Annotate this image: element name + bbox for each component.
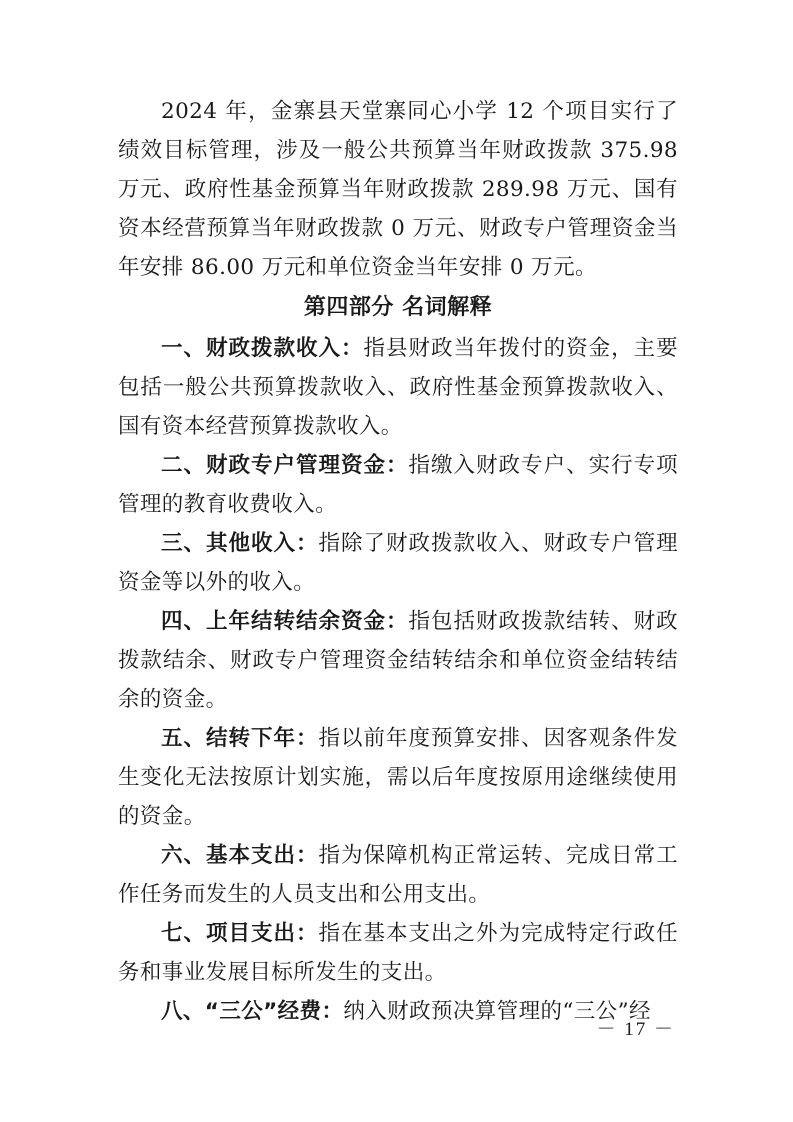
definition-paragraph [118,992,678,1031]
definition-term: 一、财政拨款收入： [161,336,364,361]
definition-text: 指县财政当年拨付的资金，主要包括一般公共预算拨款收入、政府性基金预算拨款收入、国有资本经营预算拨款收入。 [118,336,678,439]
definition-term: 四、上年结转结余资金： [161,609,409,634]
intro-paragraph: 2024 年，金寨县天堂寨同心小学 12 个项目实行了绩效目标管理，涉及一般公共预算当年财政拨款 375.98 万元、政府性基金预算当年财政拨款 289.98 万元、国有资本经营预算当年财政拨款 0 万元、财政专户管理资金当年安排 86.00 万元和单位资金当年安排 0 万元。 [118,99,678,280]
section-heading: 第四部分 名词解释 [303,295,493,320]
definition-term: 七、项目支出： [161,921,319,946]
definition-term: 六、基本支出： [161,843,319,868]
document-body [118,92,678,1031]
page-number: － 17 － [596,1019,675,1040]
definition-paragraph [118,524,678,602]
definition-text: 指以前年度预算安排、因客观条件发生变化无法按原计划实施，需以后年度按原用途继续使用的资金。 [118,726,678,829]
definition-term: 三、其他收入： [161,531,319,556]
definition-text: 指除了财政拨款收入、财政专户管理资金等以外的收入。 [118,531,678,595]
definition-paragraph [118,836,678,914]
definition-text: 纳入财政预决算管理的“三公”经 [343,999,651,1024]
definition-text: 指在基本支出之外为完成特定行政任务和事业发展目标所发生的支出。 [118,921,678,985]
definition-paragraph [118,719,678,836]
definition-term: 五、结转下年： [161,726,319,751]
definition-text: 指为保障机构正常运转、完成日常工作任务而发生的人员支出和公用支出。 [118,843,678,907]
definition-term: 二、财政专户管理资金： [161,453,409,478]
definition-text: 指包括财政拨款结转、财政拨款结余、财政专户管理资金结转结余和单位资金结转结余的资金。 [118,609,678,712]
definition-paragraph [118,602,678,719]
definition-paragraph [118,914,678,992]
definition-text: 指缴入财政专户、实行专项管理的教育收费收入。 [118,453,678,517]
definition-paragraph [118,329,678,446]
definition-term: 八、“三公”经费： [161,999,344,1024]
definition-paragraph [118,446,678,524]
